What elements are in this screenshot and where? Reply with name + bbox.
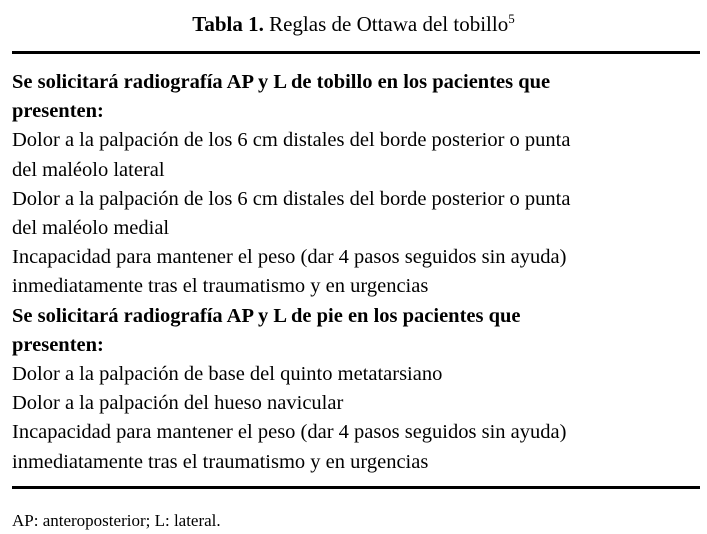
- section-heading-ankle: [12, 68, 702, 126]
- table-title: [0, 10, 707, 38]
- section-heading-line: presenten:: [12, 100, 104, 123]
- criterion-line: inmediatamente tras el traumatismo y en urgencias: [12, 275, 429, 298]
- table-body: [12, 68, 702, 477]
- criterion-line: Dolor a la palpación de los 6 cm distales del borde posterior o punta: [12, 187, 571, 210]
- criterion-row: [12, 360, 702, 389]
- criterion-row: [12, 126, 702, 184]
- criterion-line: del maléolo medial: [12, 217, 170, 240]
- section-heading-line: Se solicitará radiografía AP y L de pie en los pacientes que: [12, 304, 521, 327]
- table-footnote: AP: anteroposterior; L: lateral.: [12, 511, 221, 530]
- criterion-row: [12, 243, 702, 301]
- criterion-row: [12, 389, 702, 418]
- criterion-line: del maléolo lateral: [12, 158, 165, 181]
- criterion-line: Dolor a la palpación del hueso navicular: [12, 392, 344, 415]
- table-title-label: Tabla 1.: [192, 12, 264, 36]
- section-heading-line: presenten:: [12, 333, 104, 356]
- criterion-row: [12, 185, 702, 243]
- criterion-line: Incapacidad para mantener el peso (dar 4 pasos seguidos sin ayuda): [12, 421, 567, 444]
- criterion-row: [12, 418, 702, 476]
- top-rule: [12, 51, 700, 54]
- criterion-line: Dolor a la palpación de base del quinto metatarsiano: [12, 363, 443, 386]
- table-title-reference: 5: [508, 11, 515, 26]
- section-heading-line: Se solicitará radiografía AP y L de tobillo en los pacientes que: [12, 71, 551, 93]
- section-heading-foot: [12, 302, 702, 360]
- criterion-line: Incapacidad para mantener el peso (dar 4 pasos seguidos sin ayuda): [12, 246, 567, 269]
- table-title-text: Reglas de Ottawa del tobillo: [263, 12, 509, 36]
- criterion-line: inmediatamente tras el traumatismo y en urgencias: [12, 450, 429, 473]
- criterion-line: Dolor a la palpación de los 6 cm distales del borde posterior o punta: [12, 129, 571, 152]
- bottom-rule: [12, 486, 700, 489]
